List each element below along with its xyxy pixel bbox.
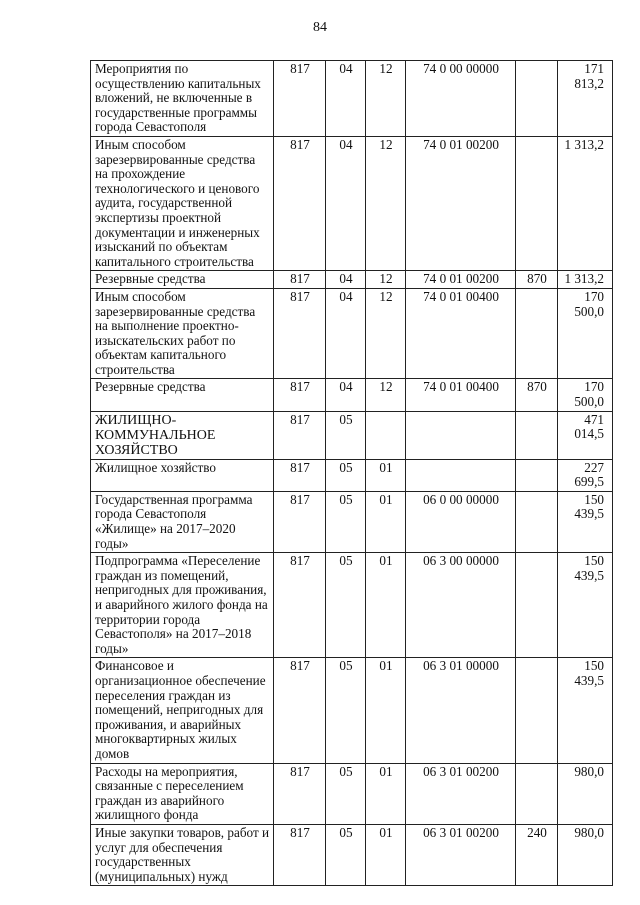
target-article-cell: 06 3 00 00000: [406, 553, 516, 658]
table-row: [91, 271, 613, 289]
expense-type-cell: [516, 411, 558, 459]
row-name-cell: Расходы на мероприятия, связанные с переселением граждан из аварийного жилищного фонда: [91, 763, 274, 824]
row-name-cell: Государственная программа города Севастополя «Жилище» на 2017–2020 годы»: [91, 491, 274, 552]
target-article-cell: 06 3 01 00200: [406, 824, 516, 885]
subsection-code-cell: [366, 411, 406, 459]
amount-cell: 1 313,2: [558, 136, 613, 270]
table-row: [91, 491, 613, 552]
table-row: [91, 411, 613, 459]
section-code-cell: 05: [326, 411, 366, 459]
row-name-cell: Жилищное хозяйство: [91, 459, 274, 491]
budget-table-body: [91, 61, 613, 886]
ministry-code-cell: 817: [274, 411, 326, 459]
subsection-code-cell: 12: [366, 136, 406, 270]
page-number: 84: [313, 20, 327, 35]
target-article-cell: 74 0 01 00400: [406, 379, 516, 411]
table-row: [91, 553, 613, 658]
amount-cell: 227 699,5: [558, 459, 613, 491]
ministry-code-cell: 817: [274, 459, 326, 491]
expense-type-cell: [516, 61, 558, 137]
row-name-cell: Резервные средства: [91, 379, 274, 411]
subsection-code-cell: 12: [366, 379, 406, 411]
section-code-cell: 04: [326, 136, 366, 270]
table-row: [91, 459, 613, 491]
section-code-cell: 04: [326, 379, 366, 411]
amount-cell: 150 439,5: [558, 553, 613, 658]
section-code-cell: 04: [326, 288, 366, 379]
ministry-code-cell: 817: [274, 553, 326, 658]
row-name-cell: Иные закупки товаров, работ и услуг для обеспечения государственных (муниципальных) нужд: [91, 824, 274, 885]
target-article-cell: [406, 411, 516, 459]
expense-type-cell: [516, 459, 558, 491]
amount-cell: 170 500,0: [558, 379, 613, 411]
target-article-cell: 06 0 00 00000: [406, 491, 516, 552]
section-code-cell: 05: [326, 553, 366, 658]
section-code-cell: 05: [326, 491, 366, 552]
subsection-code-cell: 01: [366, 553, 406, 658]
subsection-code-cell: 12: [366, 271, 406, 289]
ministry-code-cell: 817: [274, 271, 326, 289]
target-article-cell: 74 0 01 00200: [406, 136, 516, 270]
expense-type-cell: [516, 658, 558, 763]
table-row: [91, 61, 613, 137]
target-article-cell: 06 3 01 00000: [406, 658, 516, 763]
row-name-cell: Финансовое и организационное обеспечение переселения граждан из помещений, непригодных для проживания, и аварийных многоквартирных жилых домов: [91, 658, 274, 763]
section-code-cell: 04: [326, 271, 366, 289]
target-article-cell: 74 0 01 00400: [406, 288, 516, 379]
expense-type-cell: [516, 136, 558, 270]
row-name-cell: Иным способом зарезервированные средства на прохождение технологического и ценового аудита, государственной экспертизы проектной документации и инженерных изысканий по объектам капитального строительства: [91, 136, 274, 270]
subsection-code-cell: 01: [366, 491, 406, 552]
expense-type-cell: [516, 288, 558, 379]
row-name-cell: Резервные средства: [91, 271, 274, 289]
table-row: [91, 763, 613, 824]
ministry-code-cell: 817: [274, 491, 326, 552]
subsection-code-cell: 12: [366, 61, 406, 137]
subsection-code-cell: 12: [366, 288, 406, 379]
section-code-cell: 05: [326, 459, 366, 491]
ministry-code-cell: 817: [274, 763, 326, 824]
row-name-cell: Подпрограмма «Переселение граждан из помещений, непригодных для проживания, и аварийного жилого фонда на территории города Севастополя» на 2017–2018 годы»: [91, 553, 274, 658]
row-name-cell: Иным способом зарезервированные средства на выполнение проектно-изыскательских работ по объектам капитального строительства: [91, 288, 274, 379]
table-row: [91, 288, 613, 379]
amount-cell: 150 439,5: [558, 491, 613, 552]
expense-type-cell: [516, 553, 558, 658]
expense-type-cell: [516, 763, 558, 824]
table-row: [91, 824, 613, 885]
budget-table: [90, 60, 613, 886]
amount-cell: 980,0: [558, 763, 613, 824]
amount-cell: 171 813,2: [558, 61, 613, 137]
expense-type-cell: 870: [516, 379, 558, 411]
section-code-cell: 05: [326, 658, 366, 763]
row-name-cell: ЖИЛИЩНО-КОММУНАЛЬНОЕ ХОЗЯЙСТВО: [91, 411, 274, 459]
expense-type-cell: 240: [516, 824, 558, 885]
ministry-code-cell: 817: [274, 288, 326, 379]
table-row: [91, 658, 613, 763]
target-article-cell: 74 0 00 00000: [406, 61, 516, 137]
row-name-cell: Мероприятия по осуществлению капитальных вложений, не включенные в государственные программы города Севастополя: [91, 61, 274, 137]
amount-cell: 980,0: [558, 824, 613, 885]
subsection-code-cell: 01: [366, 763, 406, 824]
expense-type-cell: [516, 491, 558, 552]
ministry-code-cell: 817: [274, 824, 326, 885]
expense-type-cell: 870: [516, 271, 558, 289]
subsection-code-cell: 01: [366, 459, 406, 491]
ministry-code-cell: 817: [274, 379, 326, 411]
target-article-cell: 74 0 01 00200: [406, 271, 516, 289]
target-article-cell: 06 3 01 00200: [406, 763, 516, 824]
amount-cell: 170 500,0: [558, 288, 613, 379]
amount-cell: 1 313,2: [558, 271, 613, 289]
section-code-cell: 05: [326, 824, 366, 885]
ministry-code-cell: 817: [274, 61, 326, 137]
section-code-cell: 04: [326, 61, 366, 137]
target-article-cell: [406, 459, 516, 491]
subsection-code-cell: 01: [366, 658, 406, 763]
amount-cell: 150 439,5: [558, 658, 613, 763]
ministry-code-cell: 817: [274, 658, 326, 763]
table-row: [91, 136, 613, 270]
section-code-cell: 05: [326, 763, 366, 824]
ministry-code-cell: 817: [274, 136, 326, 270]
subsection-code-cell: 01: [366, 824, 406, 885]
table-row: [91, 379, 613, 411]
amount-cell: 471 014,5: [558, 411, 613, 459]
